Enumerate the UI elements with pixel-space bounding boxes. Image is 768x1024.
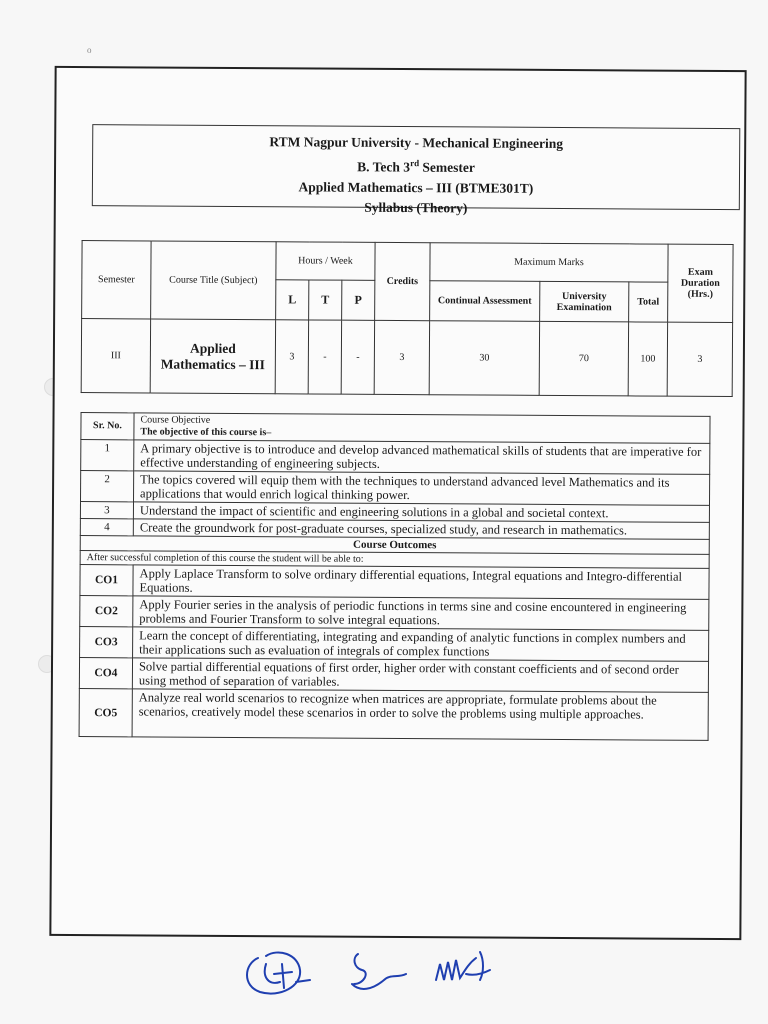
outcome-code-1: CO1: [80, 565, 133, 596]
course-outcomes-intro: After successful completion of this course the student will be able to:: [80, 551, 709, 569]
signature-2: [352, 954, 406, 989]
scan-mark: o: [87, 45, 92, 55]
objective-text-3: Understand the impact of scientific and engineering solutions in a global and societal context.: [133, 502, 709, 523]
sr-no-header: Sr. No.: [81, 413, 134, 440]
l-header: L: [276, 280, 309, 320]
exam-duration-header: Exam Duration (Hrs.): [668, 244, 733, 322]
outcome-code-5: CO5: [79, 689, 132, 737]
course-outcomes-title: Course Outcomes: [80, 536, 709, 555]
outcome-text-1: Apply Laplace Transform to solve ordinary differential equations, Integral equations and Integro-differential Equations.: [133, 565, 709, 600]
syllabus-header: [92, 124, 740, 215]
hours-week-header: Hours / Week: [276, 242, 375, 281]
course-objective-subtitle: The objective of this course is–: [140, 426, 272, 439]
objective-text-1: A primary objective is to introduce and develop advanced mathematical skills of students that are imperative for effective understanding of engineering subjects.: [134, 440, 710, 475]
objectives-outcomes-table: [79, 412, 711, 741]
syllabus-type: Syllabus (Theory): [364, 199, 468, 215]
semester-ordinal: rd: [410, 158, 420, 169]
university-value: 70: [539, 321, 628, 396]
credits-value: 3: [374, 320, 429, 394]
duration-value: 3: [667, 322, 732, 396]
l-value: 3: [275, 320, 308, 394]
semester-suffix: Semester: [419, 159, 475, 175]
total-header: Total: [629, 282, 668, 322]
max-marks-header: Maximum Marks: [430, 243, 668, 282]
outcome-code-2: CO2: [80, 596, 133, 627]
objective-header-cell: [134, 413, 710, 444]
signature-1: [247, 952, 310, 993]
objective-no-3: 3: [80, 502, 133, 519]
t-header: T: [309, 280, 342, 320]
outcome-code-4: CO4: [79, 658, 132, 689]
subject-value: Applied Mathematics – III: [150, 319, 275, 394]
university-title: RTM Nagpur University - Mechanical Engineering: [269, 134, 564, 152]
p-value: -: [341, 320, 374, 394]
t-value: -: [308, 320, 341, 394]
objective-text-4: Create the groundwork for post-graduate courses, specialized study, and research in mathematics.: [133, 519, 709, 540]
credits-header: Credits: [375, 242, 430, 320]
semester-text: B. Tech 3: [357, 159, 411, 175]
signatures: [240, 940, 500, 1000]
objective-no-1: 1: [81, 440, 134, 471]
p-header: P: [342, 280, 375, 320]
objective-no-2: 2: [81, 471, 134, 502]
continual-assessment-header: Continual Assessment: [430, 281, 540, 322]
document-frame: [49, 66, 746, 940]
objective-text-2: The topics covered will equip them with the techniques to understand advanced level Mathematics and its applications that would enrich logical thinking power.: [134, 471, 710, 506]
university-exam-header: University Examination: [540, 281, 629, 322]
signature-3: [436, 952, 490, 980]
course-title: Applied Mathematics – III (BTME301T): [298, 178, 534, 196]
semester-value: III: [81, 319, 150, 393]
semester-header: Semester: [82, 241, 151, 319]
outcome-code-3: CO3: [80, 627, 133, 658]
outcome-text-3: Learn the concept of differentiating, integrating and expanding of analytic functions in complex numbers and their applications such as evaluation of integrals of complex functions: [133, 627, 709, 662]
total-value: 100: [628, 322, 667, 396]
continual-value: 30: [429, 321, 539, 396]
course-title-header: Course Title (Subject): [151, 241, 276, 320]
outcome-text-5: Analyze real world scenarios to recognize when matrices are appropriate, formulate problems about the scenarios, creatively model these scenarios in order to solve the problems using multiple approaches.: [132, 689, 708, 741]
outcome-text-2: Apply Fourier series in the analysis of periodic functions in terms sine and cosine encountered in engineering problems and Fourier Transform to solve integral equations.: [133, 596, 709, 631]
outcome-text-4: Solve partial differential equations of first order, higher order with constant coefficients and of second order using method of separation of variables.: [132, 658, 708, 693]
course-objective-title: Course Objective: [140, 414, 211, 426]
teaching-scheme-table: [81, 240, 734, 397]
objective-no-4: 4: [80, 519, 133, 536]
